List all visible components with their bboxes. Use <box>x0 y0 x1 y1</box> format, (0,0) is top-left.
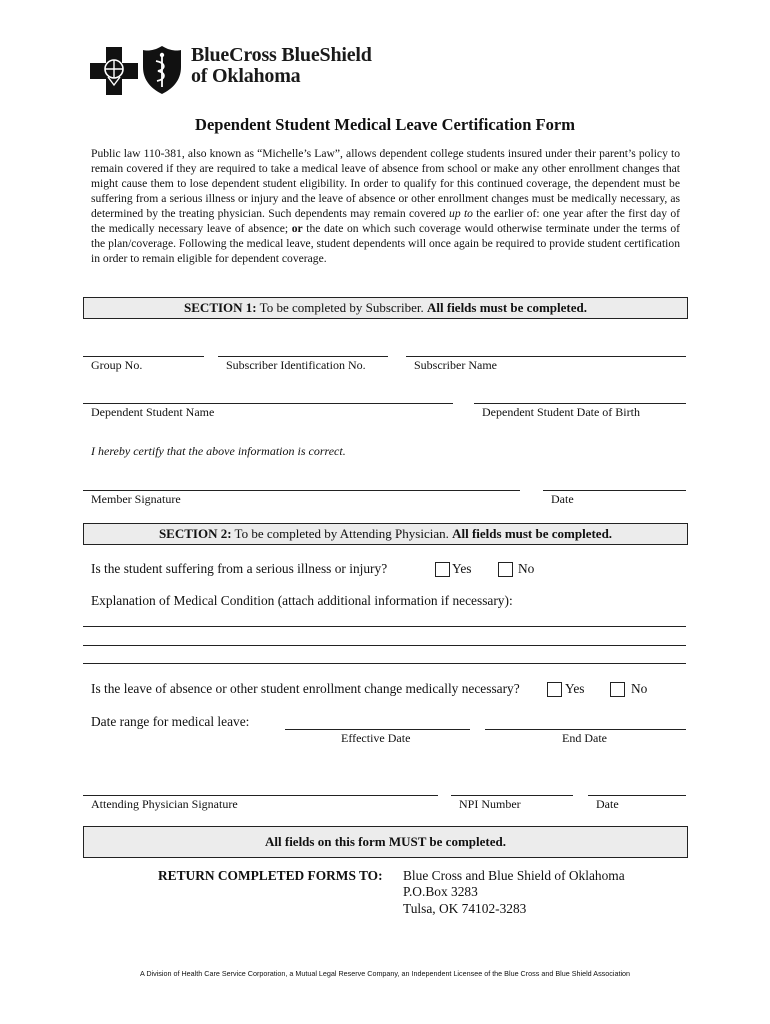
necessary-no-label: No <box>631 681 648 696</box>
section-1-label: SECTION 1: <box>184 300 257 315</box>
group-no-label: Group No. <box>91 358 143 372</box>
explanation-line-2[interactable] <box>83 645 686 646</box>
dependent-name-label: Dependent Student Name <box>91 405 215 419</box>
subscriber-name-label: Subscriber Name <box>414 358 497 372</box>
member-date-field[interactable] <box>543 490 686 491</box>
brand-line-1: BlueCross BlueShield <box>191 44 372 66</box>
brand-line-2: of Oklahoma <box>191 65 301 87</box>
npi-number-field[interactable] <box>451 795 573 796</box>
necessary-yes-checkbox[interactable] <box>547 682 562 697</box>
end-date-label: End Date <box>562 731 607 745</box>
subscriber-id-field[interactable] <box>218 356 388 357</box>
return-label: RETURN COMPLETED FORMS TO: <box>158 868 383 883</box>
illness-yes-checkbox[interactable] <box>435 562 450 577</box>
physician-signature-label: Attending Physician Signature <box>91 797 238 811</box>
physician-date-field[interactable] <box>588 795 686 796</box>
necessary-no-checkbox[interactable] <box>610 682 625 697</box>
dependent-dob-field[interactable] <box>474 403 686 404</box>
effective-date-label: Effective Date <box>341 731 411 745</box>
all-fields-notice: All fields on this form MUST be completed. <box>83 826 688 858</box>
page-title: Dependent Student Medical Leave Certification Form <box>195 115 575 134</box>
explanation-line-1[interactable] <box>83 626 686 627</box>
illness-no-label: No <box>518 561 535 576</box>
effective-date-field[interactable] <box>285 729 470 730</box>
illness-no-checkbox[interactable] <box>498 562 513 577</box>
npi-number-label: NPI Number <box>459 797 521 811</box>
explanation-line-3[interactable] <box>83 663 686 664</box>
question-serious-illness: Is the student suffering from a serious illness or injury? <box>91 561 388 576</box>
section-1-heading <box>83 297 688 319</box>
physician-date-label: Date <box>596 797 619 811</box>
intro-paragraph <box>91 146 680 266</box>
intro-text-2: the earlier of: one year after the first day of the medically necessary leave of absence; <box>91 207 680 235</box>
section-1-text: To be completed by Subscriber. <box>256 300 427 315</box>
intro-bold-or: or <box>291 222 303 235</box>
date-range-label: Date range for medical leave: <box>91 714 250 729</box>
return-address-line-3: Tulsa, OK 74102-3283 <box>403 901 527 916</box>
subscriber-id-label: Subscriber Identification No. <box>226 358 366 372</box>
section-2-emphasis: All fields must be completed. <box>452 526 613 541</box>
blue-cross-icon <box>90 47 138 95</box>
section-1-emphasis: All fields must be completed. <box>427 300 587 315</box>
dependent-name-field[interactable] <box>83 403 453 404</box>
section-2-text: To be completed by Attending Physician. <box>231 526 453 541</box>
return-address-line-1: Blue Cross and Blue Shield of Oklahoma <box>403 868 625 883</box>
dependent-dob-label: Dependent Student Date of Birth <box>482 405 640 419</box>
intro-text-3: the date on which such coverage would otherwise terminate under the terms of the plan/coverage. Following the medical leave, student dependents will once again be required to provide student certification in order to remain eligible for dependent coverage. <box>91 222 680 265</box>
intro-text-1: Public law 110-381, also known as “Michelle’s Law”, allows dependent college students insured under their parent’s policy to remain covered if they are required to take a medical leave of absence from school or make any other enrollment changes that might cause them to lose dependent student eligibility. In order to qualify for this continued coverage, the dependent must be suffering from a serious illness or injury and the leave of absence or other enrollment changes must be medically necessary, as determined by the treating physician. Such dependents may remain covered <box>91 147 680 220</box>
physician-signature-field[interactable] <box>83 795 438 796</box>
intro-italic: up to <box>449 207 473 220</box>
section-2-label: SECTION 2: <box>158 526 232 541</box>
certify-statement: I hereby certify that the above information is correct. <box>91 444 346 458</box>
end-date-field[interactable] <box>485 729 686 730</box>
brand-name <box>191 45 372 87</box>
section-2-heading <box>83 523 688 545</box>
member-date-label: Date <box>551 492 574 506</box>
member-signature-label: Member Signature <box>91 492 181 506</box>
return-address-line-2: P.O.Box 3283 <box>403 884 478 899</box>
blue-shield-icon <box>142 45 182 95</box>
explanation-label: Explanation of Medical Condition (attach additional information if necessary): <box>91 593 513 608</box>
necessary-yes-label: Yes <box>565 681 585 696</box>
group-no-field[interactable] <box>83 356 204 357</box>
illness-yes-label: Yes <box>452 561 472 576</box>
question-medically-necessary: Is the leave of absence or other student enrollment change medically necessary? <box>91 681 520 696</box>
subscriber-name-field[interactable] <box>406 356 686 357</box>
member-signature-field[interactable] <box>83 490 520 491</box>
footer-disclaimer: A Division of Health Care Service Corporation, a Mutual Legal Reserve Company, an Independent Licensee of the Blue Cross and Blue Shield Association <box>139 969 631 978</box>
